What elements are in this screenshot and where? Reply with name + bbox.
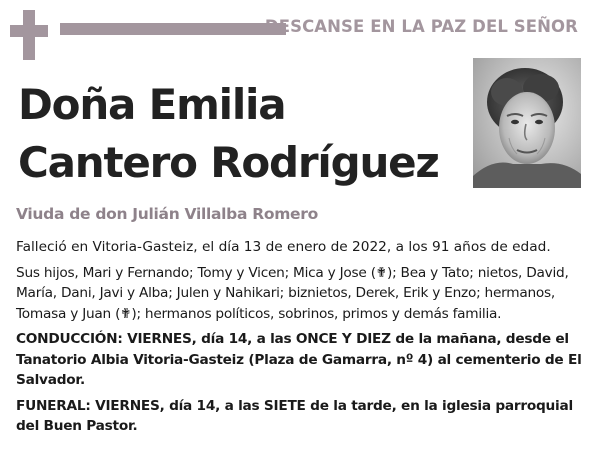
deceased-name — [18, 76, 439, 192]
latin-cross-icon — [10, 10, 48, 60]
deceased-name-line1: Doña Emilia — [18, 80, 286, 129]
deceased-name-line2: Cantero Rodríguez — [18, 138, 439, 187]
funeral-info: FUNERAL: VIERNES, día 14, a las SIETE de la tarde, en la iglesia parroquial del Buen Pastor. — [16, 397, 573, 434]
conduccion-info: CONDUCCIÓN: VIERNES, día 14, a las ONCE Y DIEZ de la mañana, desde el Tanatorio Albia Vitoria-Gasteiz (Plaza de Gamarra, nº 4) al cementerio de El Salvador. — [16, 331, 582, 388]
family-list: Sus hijos, Mari y Fernando; Tomy y Vicen; Mica y Jose (✟); Bea y Tato; nietos, David, María, Dani, Javi y Alba; Julen y Nahikari; biznietos, Derek, Erik y Enzo; hermanos, Tomasa y Juan (✟); hermanos políticos, sobrinos, primos y demás familia. — [16, 264, 569, 322]
death-notice: Falleció en Vitoria-Gasteiz, el día 13 de enero de 2022, a los 91 años de edad. — [16, 239, 551, 255]
portrait-photo — [473, 58, 581, 188]
relation-subtitle: Viuda de don Julián Villalba Romero — [16, 205, 318, 223]
header-title: DESCANSE EN LA PAZ DEL SEÑOR — [264, 17, 578, 36]
header-divider — [60, 23, 286, 35]
notice-body — [16, 237, 590, 442]
